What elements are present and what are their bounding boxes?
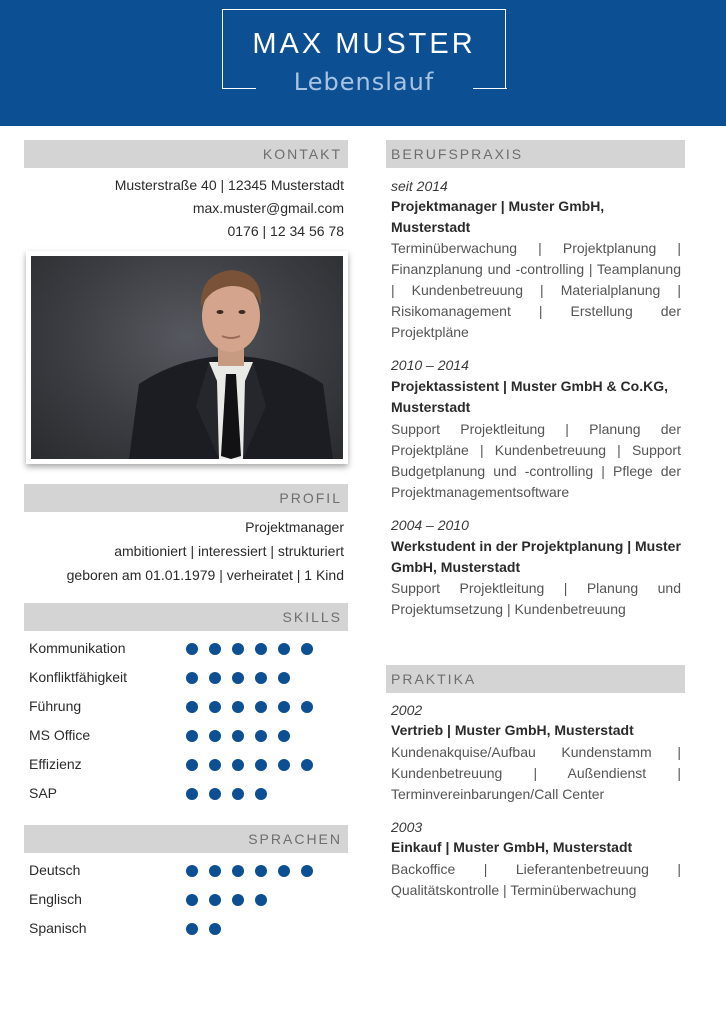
profile-heading: PROFIL <box>24 484 348 512</box>
rating-dot <box>186 672 198 684</box>
rating-dot <box>255 672 267 684</box>
rating-dot <box>301 865 313 877</box>
person-name: MAX MUSTER <box>252 28 476 60</box>
experience-date: 2010 – 2014 <box>391 357 469 373</box>
rating-dot <box>301 643 313 655</box>
rating-label: Effizienz <box>29 756 82 772</box>
internship-title: Einkauf | Muster GmbH, Musterstadt <box>391 839 633 855</box>
experience-description: Terminüberwachung | Projektplanung | Finanzplanung und -controlling | Teamplanung | Kundenbetreuung | Materialplanung | Risikomanagement | Erstellung der Projektpläne <box>391 240 681 340</box>
rating-dot <box>209 894 221 906</box>
experience-description: Support Projektleitung | Planung und Projektumsetzung | Kundenbetreuung <box>391 580 681 617</box>
contact-email[interactable]: max.muster@gmail.com <box>192 200 344 216</box>
rating-dot <box>232 788 244 800</box>
rating-dot <box>255 759 267 771</box>
experience-title: Werkstudent in der Projektplanung | Muster GmbH, Musterstadt <box>391 538 681 575</box>
internship-date: 2002 <box>391 702 423 718</box>
contact-heading: KONTAKT <box>24 140 348 168</box>
rating-dot <box>209 923 221 935</box>
contact-address: Musterstraße 40 | 12345 Musterstadt <box>114 177 344 193</box>
profile-line: ambitioniert | interessiert | strukturiert <box>114 543 344 559</box>
rating-dot <box>255 894 267 906</box>
rating-dot <box>186 759 198 771</box>
experience-heading: BERUFSPRAXIS <box>386 140 685 168</box>
languages-heading: SPRACHEN <box>24 825 348 853</box>
rating-dot <box>232 672 244 684</box>
rating-dot <box>255 643 267 655</box>
internships-heading: PRAKTIKA <box>386 665 685 693</box>
skills-heading: SKILLS <box>24 603 348 631</box>
internship-date: 2003 <box>391 819 423 835</box>
profile-line: Projektmanager <box>245 519 344 535</box>
rating-label: MS Office <box>29 727 91 743</box>
rating-dot <box>278 730 290 742</box>
rating-dot <box>278 701 290 713</box>
profile-line: geboren am 01.01.1979 | verheiratet | 1 Kind <box>66 567 344 583</box>
internship-title: Vertrieb | Muster GmbH, Musterstadt <box>391 722 634 738</box>
rating-dot <box>232 894 244 906</box>
rating-dot <box>186 865 198 877</box>
rating-dot <box>301 701 313 713</box>
rating-dot <box>209 759 221 771</box>
rating-dot <box>301 759 313 771</box>
rating-dot <box>209 672 221 684</box>
rating-dot <box>209 730 221 742</box>
rating-dot <box>255 865 267 877</box>
rating-dot <box>278 759 290 771</box>
rating-dot <box>186 788 198 800</box>
document-subtitle: Lebenslauf <box>293 68 435 96</box>
experience-date: seit 2014 <box>391 178 448 194</box>
rating-label: Konfliktfähigkeit <box>29 669 128 685</box>
rating-dot <box>186 643 198 655</box>
rating-dot <box>255 730 267 742</box>
rating-dot <box>186 894 198 906</box>
rating-dot <box>278 643 290 655</box>
rating-label: Führung <box>29 698 82 714</box>
rating-dot <box>209 701 221 713</box>
profile-photo-frame <box>26 251 348 464</box>
rating-dot <box>255 701 267 713</box>
rating-label: Englisch <box>29 891 82 907</box>
rating-dot <box>232 759 244 771</box>
experience-date: 2004 – 2010 <box>391 517 469 533</box>
rating-dot <box>209 865 221 877</box>
rating-dot <box>232 701 244 713</box>
rating-dot <box>209 643 221 655</box>
rating-dot <box>278 865 290 877</box>
rating-dot <box>186 730 198 742</box>
rating-dot <box>278 672 290 684</box>
rating-dot <box>209 788 221 800</box>
profile-photo <box>31 256 343 459</box>
experience-description: Support Projektleitung | Planung der Projektpläne | Kundenbetreuung | Support Budgetplanung und -controlling | Pflege der Projektmanagementsoftware <box>391 421 681 500</box>
rating-label: Spanisch <box>29 920 87 936</box>
rating-label: SAP <box>29 785 58 801</box>
rating-dot <box>232 730 244 742</box>
rating-dot <box>255 788 267 800</box>
rating-label: Deutsch <box>29 862 81 878</box>
rating-dot <box>232 865 244 877</box>
header-banner <box>0 0 726 126</box>
experience-title: Projektassistent | Muster GmbH & Co.KG, Musterstadt <box>391 378 668 415</box>
internship-description: Kundenakquise/Aufbau Kundenstamm | Kundenbetreuung | Außendienst | Terminvereinbarungen/Call Center <box>391 744 681 802</box>
rating-dot <box>186 701 198 713</box>
rating-dot <box>186 923 198 935</box>
experience-title: Projektmanager | Muster GmbH, Musterstadt <box>391 198 605 235</box>
internship-description: Backoffice | Lieferantenbetreuung | Qualitätskontrolle | Terminüberwachung <box>391 861 681 898</box>
contact-phone: 0176 | 12 34 56 78 <box>227 223 344 239</box>
rating-label: Kommunikation <box>29 640 126 656</box>
portrait-illustration <box>31 256 343 459</box>
rating-dot <box>232 643 244 655</box>
